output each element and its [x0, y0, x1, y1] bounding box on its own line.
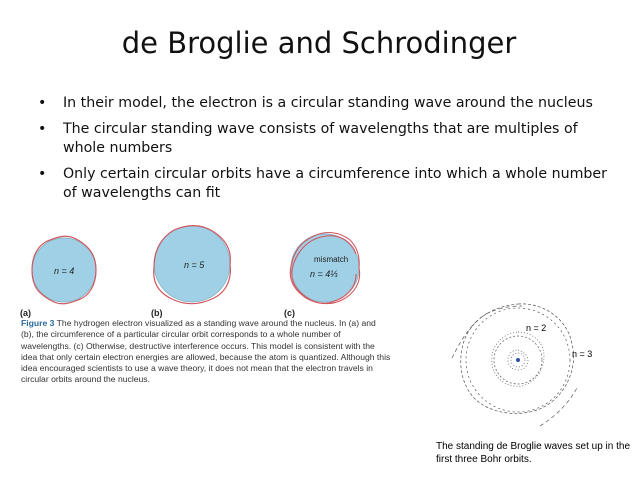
panel-c-mismatch-label: mismatch	[314, 255, 349, 264]
bullet-item	[36, 120, 616, 158]
panel-a-label: (a)	[20, 308, 31, 318]
bullet-text: Only certain circular orbits have a circumference into which a whole number of wavelengths can fit	[63, 166, 607, 201]
bullet-item	[36, 94, 616, 113]
bullet-glyph: •	[38, 166, 47, 182]
panel-b-diagram	[154, 226, 231, 304]
panel-b-label: (b)	[151, 308, 163, 318]
panel-a-diagram	[32, 236, 96, 304]
bullet-glyph: •	[38, 95, 47, 111]
bohr-label-n3: n = 3	[572, 349, 593, 359]
panel-c-label-n: n = 4⅓	[310, 269, 338, 279]
bullet-glyph: •	[38, 121, 47, 137]
bullet-list	[36, 94, 616, 210]
standing-wave-figure	[20, 222, 392, 322]
bullet-item	[36, 165, 616, 203]
panel-a-label-n: n = 4	[54, 266, 75, 276]
figure-caption	[21, 318, 391, 386]
bohr-caption: The standing de Broglie waves set up in the first three Bohr orbits.	[436, 441, 631, 465]
bohr-orbits-diagram	[440, 298, 630, 438]
bohr-wave-3-lobe	[452, 306, 522, 358]
figure-caption-label: Figure 3	[21, 318, 55, 328]
panel-b-label-n: n = 5	[184, 260, 205, 270]
bullet-text: The circular standing wave consists of wavelengths that are multiples of whole numbers	[63, 121, 578, 156]
standing-wave-panels	[20, 222, 392, 322]
bohr-orbits-figure	[440, 298, 630, 438]
nucleus-dot	[516, 358, 520, 362]
panel-c-label: (c)	[284, 308, 295, 318]
slide-title: de Broglie and Schrodinger	[121, 26, 517, 60]
panel-c-diagram	[290, 233, 359, 304]
bohr-label-n2: n = 2	[526, 323, 547, 333]
figure-caption-text: The hydrogen electron visualized as a standing wave around the nucleus. In (a) and (b), the circumference of a particular circular orbit corresponds to a whole number of wavelengths. (c) Otherwise, destructive interference occurs. This model is consistent with the idea that only certain electron energies are allowed, because the atom is quantized. Although this idea encouraged scientists to use a wave theory, it does not mean that the electron travels in circular orbits around the nucleus.	[21, 318, 391, 385]
bullet-text: In their model, the electron is a circular standing wave around the nucleus	[63, 95, 593, 111]
